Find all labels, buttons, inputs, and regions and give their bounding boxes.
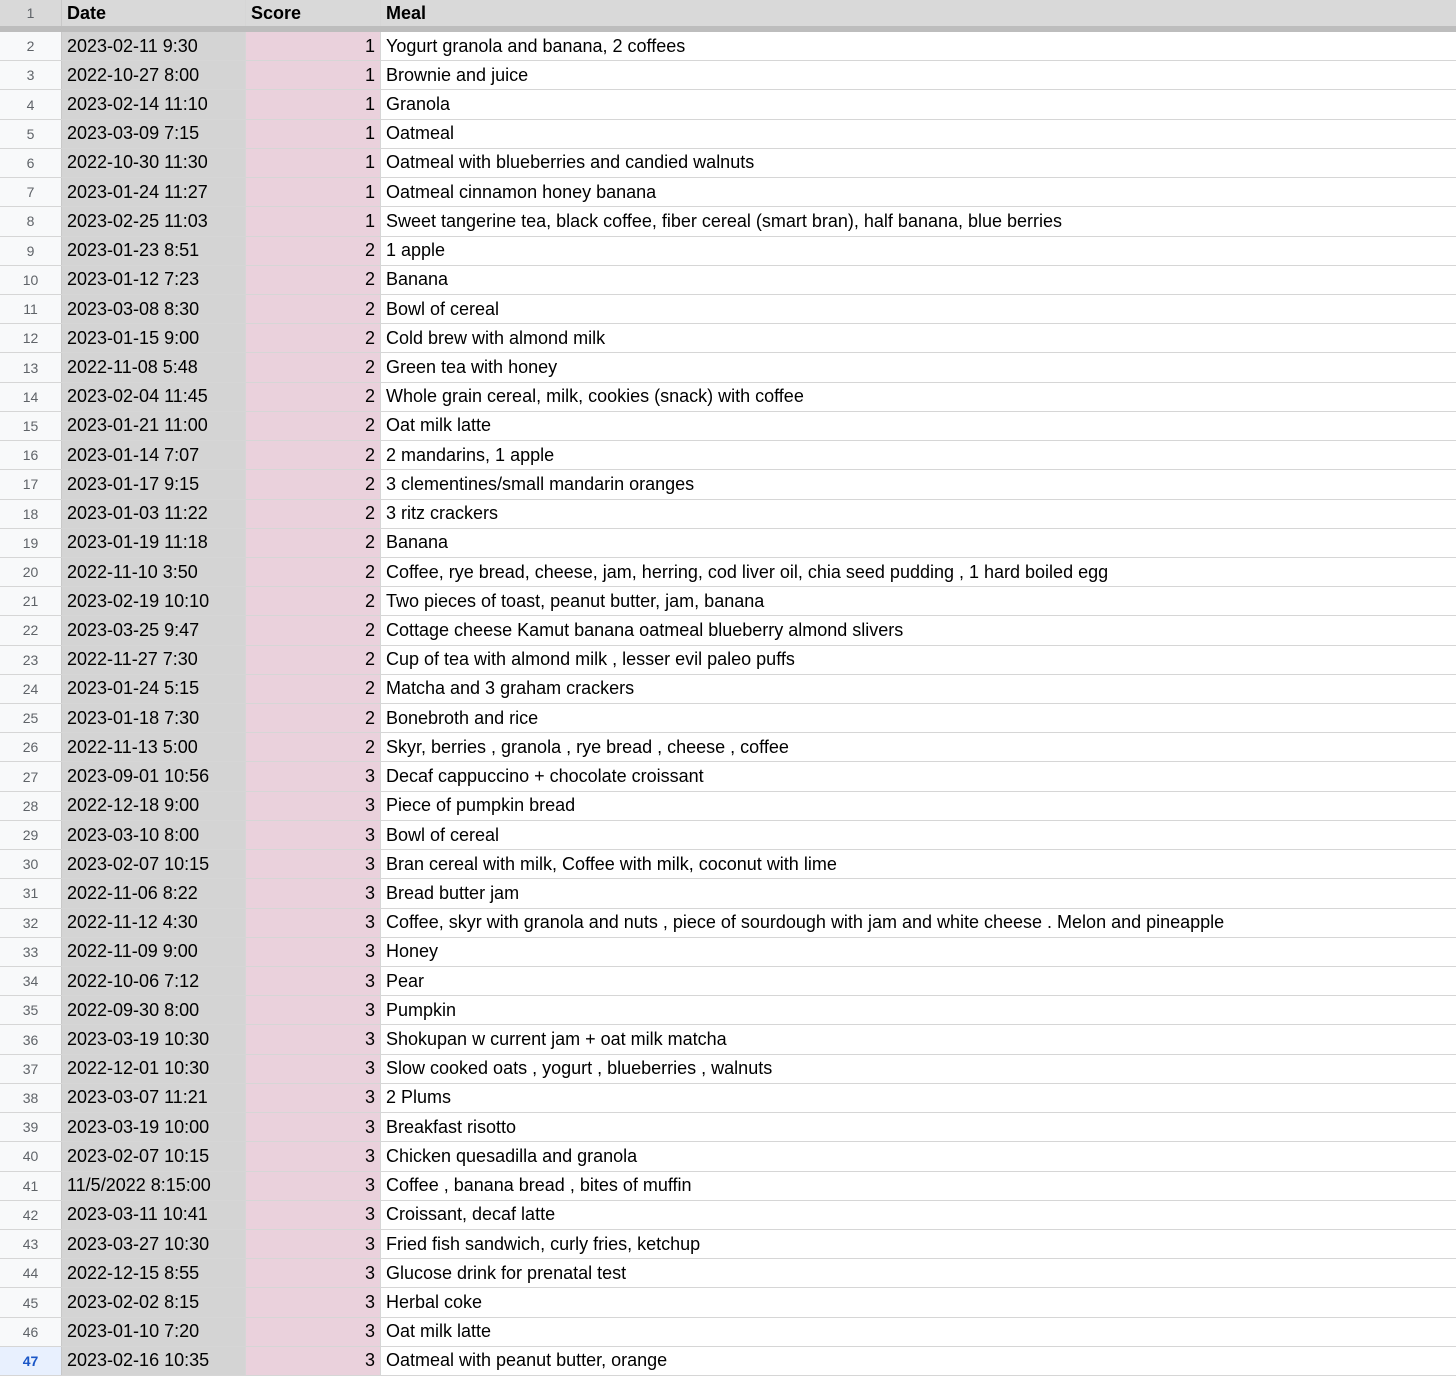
score-cell[interactable]: 1: [246, 207, 381, 235]
meal-cell[interactable]: Decaf cappuccino + chocolate croissant: [386, 766, 704, 787]
meal-cell[interactable]: Oatmeal cinnamon honey banana: [386, 181, 657, 202]
meal-cell[interactable]: Coffee, skyr with granola and nuts , piece of sourdough with jam and white cheese . Melon and pineapple: [386, 912, 1225, 933]
score-cell[interactable]: 2: [246, 500, 381, 528]
score-cell[interactable]: 2: [246, 412, 381, 440]
score-cell[interactable]: 2: [246, 675, 381, 703]
meal-cell[interactable]: 3 ritz crackers: [386, 503, 499, 524]
row-number[interactable]: 1: [0, 0, 62, 26]
meal-cell[interactable]: Two pieces of toast, peanut butter, jam, banana: [386, 590, 765, 611]
row-number[interactable]: 47: [0, 1347, 62, 1375]
date-cell[interactable]: 2023-02-02 8:15: [62, 1288, 246, 1316]
date-cell[interactable]: 2023-03-08 8:30: [62, 295, 246, 323]
row-number[interactable]: 36: [0, 1025, 62, 1053]
date-cell[interactable]: 2022-12-01 10:30: [62, 1055, 246, 1083]
meal-cell[interactable]: Matcha and 3 graham crackers: [386, 678, 635, 699]
score-cell[interactable]: 3: [246, 1142, 381, 1170]
row-number[interactable]: 40: [0, 1142, 62, 1170]
date-cell[interactable]: 2023-09-01 10:56: [62, 762, 246, 790]
date-cell[interactable]: 2023-01-12 7:23: [62, 266, 246, 294]
meal-cell[interactable]: Chicken quesadilla and granola: [386, 1145, 638, 1166]
row-number[interactable]: 20: [0, 558, 62, 586]
row-number[interactable]: 39: [0, 1113, 62, 1141]
date-cell[interactable]: 2022-11-09 9:00: [62, 938, 246, 966]
table-row[interactable]: [0, 500, 1456, 529]
row-number[interactable]: 42: [0, 1201, 62, 1229]
table-row[interactable]: [0, 1201, 1456, 1230]
score-cell[interactable]: 2: [246, 587, 381, 615]
meal-cell[interactable]: Sweet tangerine tea, black coffee, fiber cereal (smart bran), half banana, blue berries: [386, 210, 1063, 231]
date-cell[interactable]: 2023-01-24 11:27: [62, 178, 246, 206]
date-cell[interactable]: 2023-02-14 11:10: [62, 90, 246, 118]
score-cell[interactable]: 3: [246, 996, 381, 1024]
date-cell[interactable]: 2023-03-11 10:41: [62, 1201, 246, 1229]
meal-cell[interactable]: Whole grain cereal, milk, cookies (snack) with coffee: [386, 386, 804, 407]
meal-cell[interactable]: Cup of tea with almond milk , lesser evil paleo puffs: [386, 649, 795, 670]
date-cell[interactable]: 2023-02-07 10:15: [62, 850, 246, 878]
date-cell[interactable]: 2023-03-27 10:30: [62, 1230, 246, 1258]
score-cell[interactable]: 2: [246, 616, 381, 644]
score-cell[interactable]: 1: [246, 178, 381, 206]
header-row: [0, 0, 1456, 26]
table-row[interactable]: [0, 266, 1456, 295]
score-cell[interactable]: 3: [246, 821, 381, 849]
meal-cell[interactable]: Oatmeal with peanut butter, orange: [386, 1350, 668, 1371]
meal-cell[interactable]: Pumpkin: [386, 999, 457, 1020]
meal-cell[interactable]: Skyr, berries , granola , rye bread , cheese , coffee: [386, 736, 789, 757]
row-number[interactable]: 23: [0, 646, 62, 674]
score-cell[interactable]: 3: [246, 1347, 381, 1375]
meal-cell[interactable]: 1 apple: [386, 240, 446, 261]
row-number[interactable]: 45: [0, 1288, 62, 1316]
score-cell[interactable]: 3: [246, 909, 381, 937]
row-number[interactable]: 34: [0, 967, 62, 995]
score-cell[interactable]: 1: [246, 61, 381, 89]
row-number[interactable]: 22: [0, 616, 62, 644]
meal-cell[interactable]: Fried fish sandwich, curly fries, ketchup: [386, 1233, 701, 1254]
score-cell[interactable]: 2: [246, 470, 381, 498]
date-cell[interactable]: 2023-02-16 10:35: [62, 1347, 246, 1375]
row-number[interactable]: 18: [0, 500, 62, 528]
meal-cell[interactable]: Brownie and juice: [386, 64, 529, 85]
meal-cell[interactable]: Cottage cheese Kamut banana oatmeal blueberry almond slivers: [386, 619, 904, 640]
date-cell[interactable]: 2022-10-27 8:00: [62, 61, 246, 89]
table-row[interactable]: [0, 120, 1456, 149]
table-row[interactable]: [0, 1172, 1456, 1201]
score-cell[interactable]: 2: [246, 646, 381, 674]
row-number[interactable]: 11: [0, 295, 62, 323]
date-cell[interactable]: 2022-11-12 4:30: [62, 909, 246, 937]
meal-cell[interactable]: Honey: [386, 941, 439, 962]
date-cell[interactable]: 2023-02-25 11:03: [62, 207, 246, 235]
row-number[interactable]: 13: [0, 353, 62, 381]
meal-cell[interactable]: Cold brew with almond milk: [386, 327, 606, 348]
table-row[interactable]: [0, 1347, 1456, 1376]
row-number[interactable]: 5: [0, 120, 62, 148]
date-cell[interactable]: 2022-12-18 9:00: [62, 792, 246, 820]
score-cell[interactable]: 3: [246, 1172, 381, 1200]
meal-cell[interactable]: Coffee , banana bread , bites of muffin: [386, 1175, 692, 1196]
row-number[interactable]: 29: [0, 821, 62, 849]
table-row[interactable]: [0, 646, 1456, 675]
meal-cell[interactable]: Bowl of cereal: [386, 824, 500, 845]
score-cell[interactable]: 3: [246, 1055, 381, 1083]
meal-cell[interactable]: Bonebroth and rice: [386, 707, 539, 728]
date-cell[interactable]: 2023-02-04 11:45: [62, 383, 246, 411]
date-cell[interactable]: 2023-03-19 10:30: [62, 1025, 246, 1053]
row-number[interactable]: 30: [0, 850, 62, 878]
table-row[interactable]: [0, 61, 1456, 90]
table-row[interactable]: [0, 470, 1456, 499]
table-row[interactable]: [0, 558, 1456, 587]
score-cell[interactable]: 2: [246, 353, 381, 381]
row-number[interactable]: 46: [0, 1318, 62, 1346]
score-cell[interactable]: 1: [246, 90, 381, 118]
score-cell[interactable]: 2: [246, 441, 381, 469]
row-number[interactable]: 15: [0, 412, 62, 440]
table-row[interactable]: [0, 792, 1456, 821]
row-number[interactable]: 14: [0, 383, 62, 411]
row-number[interactable]: 3: [0, 61, 62, 89]
date-cell[interactable]: 2023-02-11 9:30: [62, 32, 246, 60]
table-row[interactable]: [0, 324, 1456, 353]
table-row[interactable]: [0, 733, 1456, 762]
table-row[interactable]: [0, 1230, 1456, 1259]
row-number[interactable]: 24: [0, 675, 62, 703]
meal-cell[interactable]: Slow cooked oats , yogurt , blueberries , walnuts: [386, 1058, 773, 1079]
table-row[interactable]: [0, 32, 1456, 61]
table-row[interactable]: [0, 821, 1456, 850]
table-row[interactable]: [0, 383, 1456, 412]
row-number[interactable]: 7: [0, 178, 62, 206]
meal-cell[interactable]: Piece of pumpkin bread: [386, 795, 576, 816]
date-cell[interactable]: 2023-03-19 10:00: [62, 1113, 246, 1141]
meal-cell[interactable]: Bowl of cereal: [386, 298, 500, 319]
meal-cell[interactable]: Green tea with honey: [386, 357, 558, 378]
table-row[interactable]: [0, 149, 1456, 178]
score-cell[interactable]: 2: [246, 529, 381, 557]
date-cell[interactable]: 2023-03-07 11:21: [62, 1084, 246, 1112]
table-row[interactable]: [0, 207, 1456, 236]
row-number[interactable]: 2: [0, 32, 62, 60]
table-row[interactable]: [0, 529, 1456, 558]
date-cell[interactable]: 11/5/2022 8:15:00: [62, 1172, 246, 1200]
row-number[interactable]: 33: [0, 938, 62, 966]
score-cell[interactable]: 3: [246, 1318, 381, 1346]
score-cell[interactable]: 1: [246, 32, 381, 60]
row-number[interactable]: 38: [0, 1084, 62, 1112]
score-cell[interactable]: 3: [246, 1230, 381, 1258]
date-cell[interactable]: 2023-01-24 5:15: [62, 675, 246, 703]
meal-cell[interactable]: 2 Plums: [386, 1087, 452, 1108]
table-row[interactable]: [0, 237, 1456, 266]
meal-cell[interactable]: Glucose drink for prenatal test: [386, 1262, 627, 1283]
meal-cell[interactable]: Yogurt granola and banana, 2 coffees: [386, 35, 686, 56]
date-cell[interactable]: 2023-03-10 8:00: [62, 821, 246, 849]
row-number[interactable]: 10: [0, 266, 62, 294]
row-number[interactable]: 35: [0, 996, 62, 1024]
meal-cell[interactable]: Banana: [386, 532, 449, 553]
row-number[interactable]: 27: [0, 762, 62, 790]
meal-cell[interactable]: Shokupan w current jam + oat milk matcha: [386, 1029, 727, 1050]
row-number[interactable]: 31: [0, 879, 62, 907]
score-cell[interactable]: 2: [246, 383, 381, 411]
score-cell[interactable]: 3: [246, 792, 381, 820]
data-rows: [0, 32, 1456, 1376]
row-number[interactable]: 9: [0, 237, 62, 265]
score-cell[interactable]: 2: [246, 237, 381, 265]
date-cell[interactable]: 2022-11-06 8:22: [62, 879, 246, 907]
date-cell[interactable]: 2023-03-09 7:15: [62, 120, 246, 148]
date-cell[interactable]: 2022-11-08 5:48: [62, 353, 246, 381]
score-cell[interactable]: 1: [246, 149, 381, 177]
meal-cell[interactable]: Bread butter jam: [386, 882, 520, 903]
meal-cell[interactable]: Oat milk latte: [386, 415, 492, 436]
score-cell[interactable]: 2: [246, 733, 381, 761]
score-cell[interactable]: 3: [246, 967, 381, 995]
table-row[interactable]: [0, 441, 1456, 470]
table-row[interactable]: [0, 938, 1456, 967]
date-cell[interactable]: 2023-01-17 9:15: [62, 470, 246, 498]
meal-cell[interactable]: Oatmeal with blueberries and candied walnuts: [386, 152, 755, 173]
table-row[interactable]: [0, 1113, 1456, 1142]
date-cell[interactable]: 2023-01-15 9:00: [62, 324, 246, 352]
score-cell[interactable]: 1: [246, 120, 381, 148]
row-number[interactable]: 41: [0, 1172, 62, 1200]
score-cell[interactable]: 2: [246, 266, 381, 294]
score-cell[interactable]: 2: [246, 295, 381, 323]
date-cell[interactable]: 2022-10-30 11:30: [62, 149, 246, 177]
date-cell[interactable]: 2023-03-25 9:47: [62, 616, 246, 644]
score-cell[interactable]: 2: [246, 324, 381, 352]
score-cell[interactable]: 3: [246, 762, 381, 790]
table-row[interactable]: [0, 675, 1456, 704]
score-cell[interactable]: 3: [246, 879, 381, 907]
score-cell[interactable]: 3: [246, 1201, 381, 1229]
table-row[interactable]: [0, 412, 1456, 441]
date-cell[interactable]: 2022-12-15 8:55: [62, 1259, 246, 1287]
date-cell[interactable]: 2022-09-30 8:00: [62, 996, 246, 1024]
score-cell[interactable]: 3: [246, 1113, 381, 1141]
table-row[interactable]: [0, 879, 1456, 908]
column-header-score[interactable]: Score: [246, 0, 381, 26]
score-cell[interactable]: 3: [246, 1259, 381, 1287]
table-row[interactable]: [0, 1055, 1456, 1084]
score-cell[interactable]: 3: [246, 938, 381, 966]
row-number[interactable]: 28: [0, 792, 62, 820]
row-number[interactable]: 8: [0, 207, 62, 235]
table-row[interactable]: [0, 909, 1456, 938]
meal-cell[interactable]: 3 clementines/small mandarin oranges: [386, 473, 695, 494]
date-cell[interactable]: 2023-01-18 7:30: [62, 704, 246, 732]
table-row[interactable]: [0, 850, 1456, 879]
meal-cell[interactable]: Oatmeal: [386, 123, 455, 144]
row-number[interactable]: 17: [0, 470, 62, 498]
column-header-meal[interactable]: Meal: [381, 0, 1456, 26]
row-number[interactable]: 12: [0, 324, 62, 352]
table-row[interactable]: [0, 90, 1456, 119]
table-row[interactable]: [0, 353, 1456, 382]
row-number[interactable]: 37: [0, 1055, 62, 1083]
meal-cell[interactable]: 2 mandarins, 1 apple: [386, 444, 555, 465]
meal-cell[interactable]: Breakfast risotto: [386, 1116, 517, 1137]
date-cell[interactable]: 2023-01-23 8:51: [62, 237, 246, 265]
meal-cell[interactable]: Herbal coke: [386, 1292, 483, 1313]
date-cell[interactable]: 2023-01-21 11:00: [62, 412, 246, 440]
column-header-date[interactable]: Date: [62, 0, 246, 26]
score-cell[interactable]: 3: [246, 1084, 381, 1112]
row-number[interactable]: 43: [0, 1230, 62, 1258]
row-number[interactable]: 21: [0, 587, 62, 615]
row-number[interactable]: 44: [0, 1259, 62, 1287]
table-row[interactable]: [0, 762, 1456, 791]
meal-cell[interactable]: Banana: [386, 269, 449, 290]
date-cell[interactable]: 2023-01-19 11:18: [62, 529, 246, 557]
table-row[interactable]: [0, 587, 1456, 616]
meal-cell[interactable]: Pear: [386, 970, 425, 991]
score-cell[interactable]: 2: [246, 558, 381, 586]
table-row[interactable]: [0, 1025, 1456, 1054]
table-row[interactable]: [0, 1318, 1456, 1347]
date-cell[interactable]: 2023-02-19 10:10: [62, 587, 246, 615]
date-cell[interactable]: 2023-01-03 11:22: [62, 500, 246, 528]
table-row[interactable]: [0, 178, 1456, 207]
table-row[interactable]: [0, 1259, 1456, 1288]
date-cell[interactable]: 2022-10-06 7:12: [62, 967, 246, 995]
table-row[interactable]: [0, 1142, 1456, 1171]
row-number[interactable]: 16: [0, 441, 62, 469]
meal-cell[interactable]: Coffee, rye bread, cheese, jam, herring, cod liver oil, chia seed pudding , 1 hard boiled egg: [386, 561, 1109, 582]
table-row[interactable]: [0, 1288, 1456, 1317]
date-cell[interactable]: 2023-01-10 7:20: [62, 1318, 246, 1346]
row-number[interactable]: 4: [0, 90, 62, 118]
table-row[interactable]: [0, 616, 1456, 645]
date-cell[interactable]: 2022-11-13 5:00: [62, 733, 246, 761]
score-cell[interactable]: 3: [246, 1288, 381, 1316]
score-cell[interactable]: 3: [246, 1025, 381, 1053]
meal-cell[interactable]: Bran cereal with milk, Coffee with milk, coconut with lime: [386, 853, 837, 874]
date-cell[interactable]: 2023-02-07 10:15: [62, 1142, 246, 1170]
table-row[interactable]: [0, 1084, 1456, 1113]
meal-cell[interactable]: Oat milk latte: [386, 1321, 492, 1342]
score-cell[interactable]: 3: [246, 850, 381, 878]
row-number[interactable]: 26: [0, 733, 62, 761]
row-number[interactable]: 32: [0, 909, 62, 937]
meal-cell[interactable]: Granola: [386, 94, 451, 115]
table-row[interactable]: [0, 996, 1456, 1025]
date-cell[interactable]: 2023-01-14 7:07: [62, 441, 246, 469]
meal-cell[interactable]: Croissant, decaf latte: [386, 1204, 556, 1225]
table-row[interactable]: [0, 295, 1456, 324]
date-cell[interactable]: 2022-11-27 7:30: [62, 646, 246, 674]
table-row[interactable]: [0, 704, 1456, 733]
row-number[interactable]: 6: [0, 149, 62, 177]
row-number[interactable]: 19: [0, 529, 62, 557]
date-cell[interactable]: 2022-11-10 3:50: [62, 558, 246, 586]
row-number[interactable]: 25: [0, 704, 62, 732]
table-row[interactable]: [0, 967, 1456, 996]
score-cell[interactable]: 2: [246, 704, 381, 732]
